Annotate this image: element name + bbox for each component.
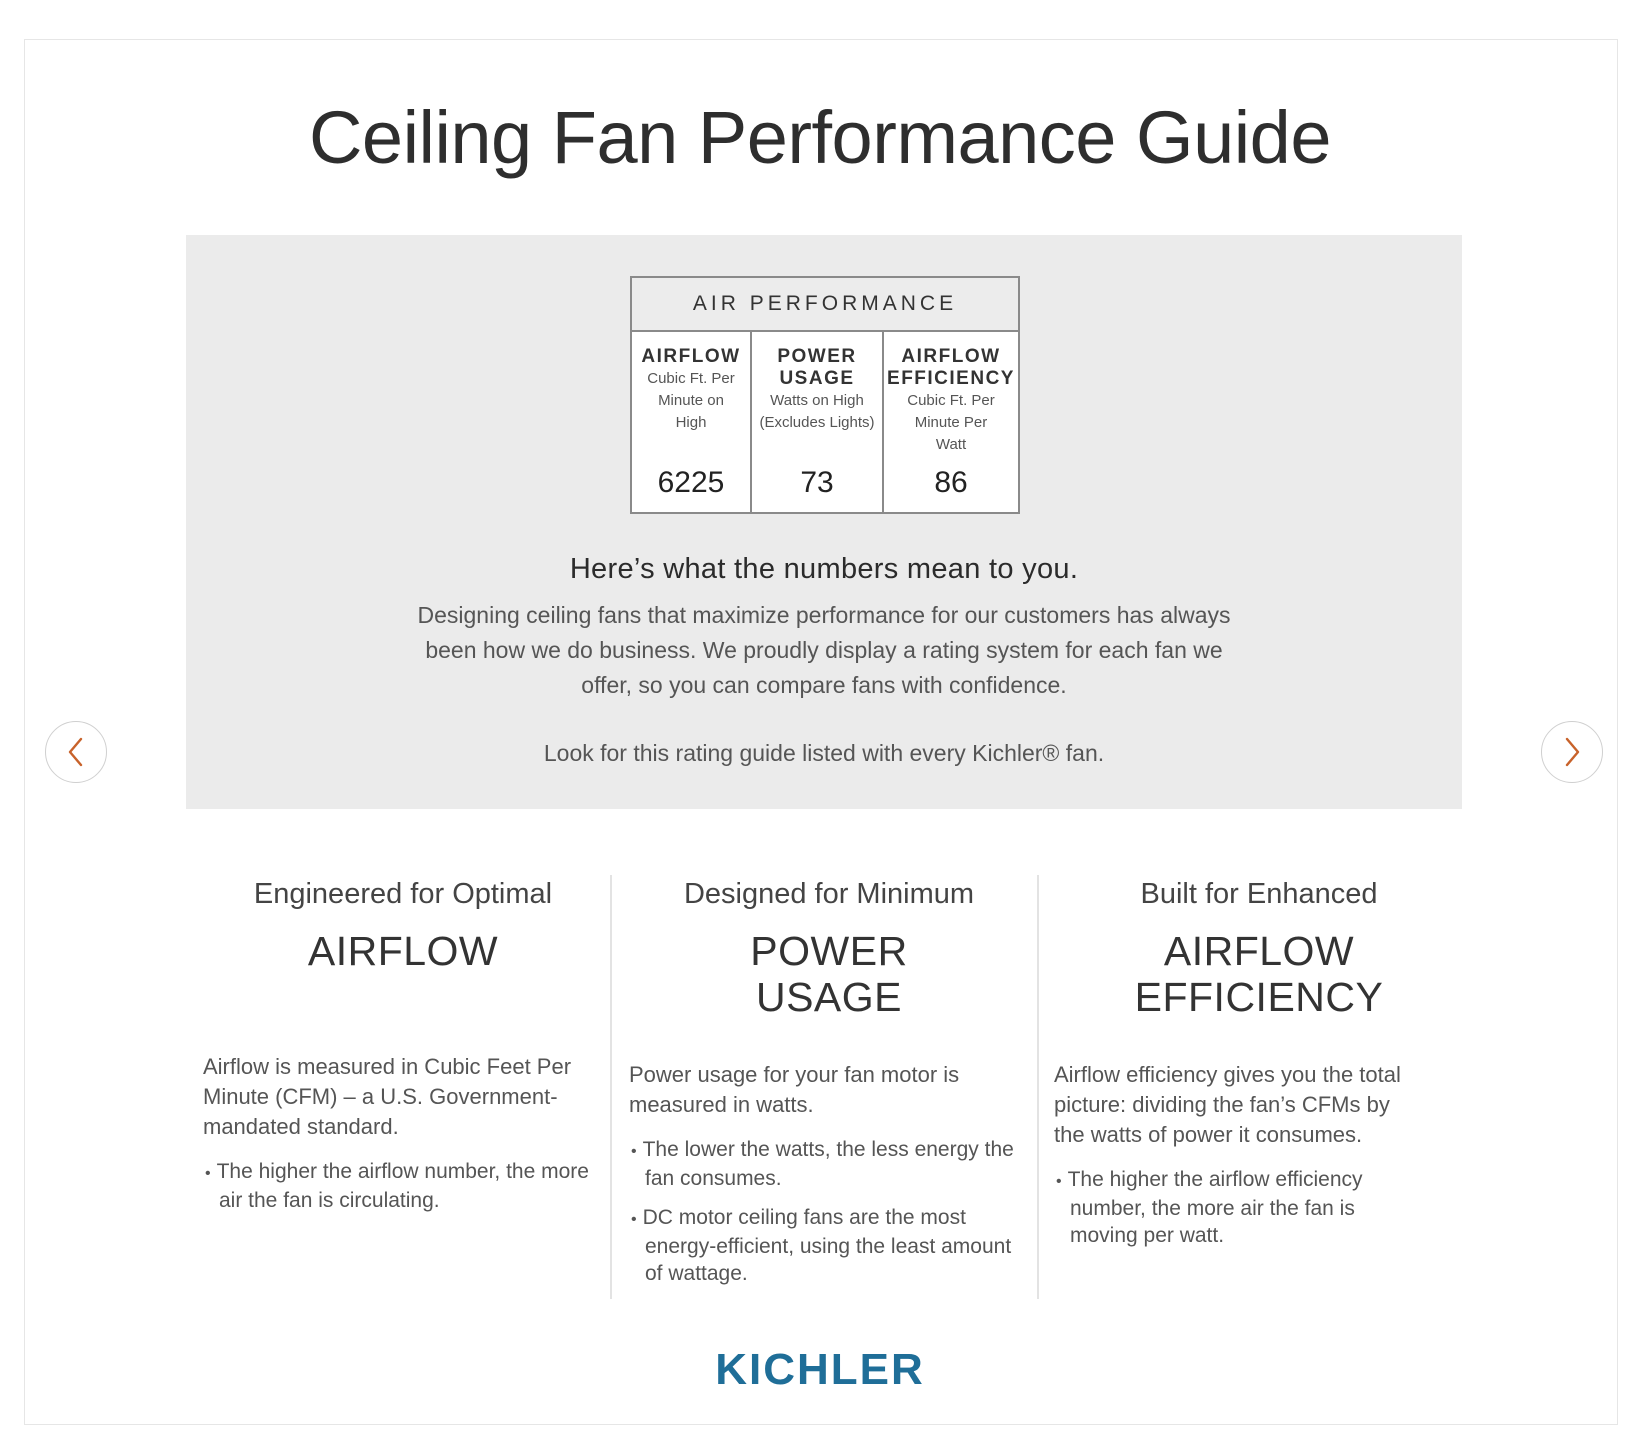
numbers-heading: Here’s what the numbers mean to you. [569, 553, 1079, 585]
previous-slide-button[interactable] [45, 721, 107, 783]
rating-column-heading: AIRFLOW EFFICIENCY [887, 346, 1015, 389]
rating-value-airflow-efficiency: 86 [934, 466, 968, 499]
feature-bullets [629, 1136, 1029, 1287]
feature-kicker: Engineered for Optimal [253, 878, 553, 910]
rating-column-airflow [632, 332, 750, 514]
rating-column-subtext: Cubic Ft. Per Minute Per Watt [907, 392, 995, 453]
rating-column-airflow-efficiency [882, 332, 1018, 514]
feature-body: Airflow efficiency gives you the total picture: dividing the fan’s CFMs by the watts of power it consumes. [1054, 1062, 1401, 1147]
feature-bullet: • The lower the watts, the less energy the fan consumes. [629, 1136, 1029, 1192]
air-performance-header: AIR PERFORMANCE [632, 278, 1018, 332]
numbers-description: Designing ceiling fans that maximize performance for our customers has always been how we do business. We proudly display a rating system for each fan we offer, so you can compare fans with confidence. [417, 602, 1231, 698]
feature-title: AIRFLOW EFFICIENCY [1134, 928, 1384, 1020]
feature-kicker: Designed for Minimum [683, 878, 975, 910]
rating-column-heading: AIRFLOW [641, 346, 741, 367]
rating-value-power-usage: 73 [800, 466, 834, 499]
column-divider [610, 875, 612, 1299]
feature-title: AIRFLOW [307, 928, 499, 974]
kichler-logo: KICHLER [715, 1345, 925, 1394]
feature-airflow-efficiency [1054, 878, 1464, 1261]
feature-bullet: • The higher the airflow number, the more air the fan is circulating. [203, 1158, 603, 1214]
feature-title: POWER USAGE [750, 928, 908, 1020]
air-performance-table [630, 276, 1020, 514]
next-slide-button[interactable] [1541, 721, 1603, 783]
feature-bullets [1054, 1166, 1414, 1249]
rating-column-subtext: Cubic Ft. Per Minute on High [647, 370, 735, 431]
page-title: Ceiling Fan Performance Guide [308, 96, 1331, 179]
feature-kicker: Built for Enhanced [1140, 878, 1378, 910]
rating-guide-note: Look for this rating guide listed with every Kichler® fan. [543, 740, 1105, 766]
feature-bullets [203, 1158, 603, 1214]
rating-column-subtext: Watts on High (Excludes Lights) [759, 392, 875, 431]
rating-value-airflow: 6225 [657, 466, 725, 499]
chevron-left-icon [66, 736, 86, 768]
feature-bullet: • The higher the airflow efficiency number, the more air the fan is moving per watt. [1054, 1166, 1414, 1249]
rating-column-heading: POWER USAGE [777, 346, 857, 389]
feature-body: Airflow is measured in Cubic Feet Per Minute (CFM) – a U.S. Government-mandated standard. [203, 1054, 572, 1139]
chevron-right-icon [1562, 736, 1582, 768]
feature-airflow [203, 878, 603, 1226]
rating-column-power-usage [750, 332, 882, 514]
feature-body: Power usage for your fan motor is measured in watts. [629, 1062, 960, 1117]
feature-bullet: • DC motor ceiling fans are the most energy-efficient, using the least amount of wattage. [629, 1204, 1029, 1287]
column-divider [1037, 875, 1039, 1299]
feature-power-usage [629, 878, 1029, 1299]
